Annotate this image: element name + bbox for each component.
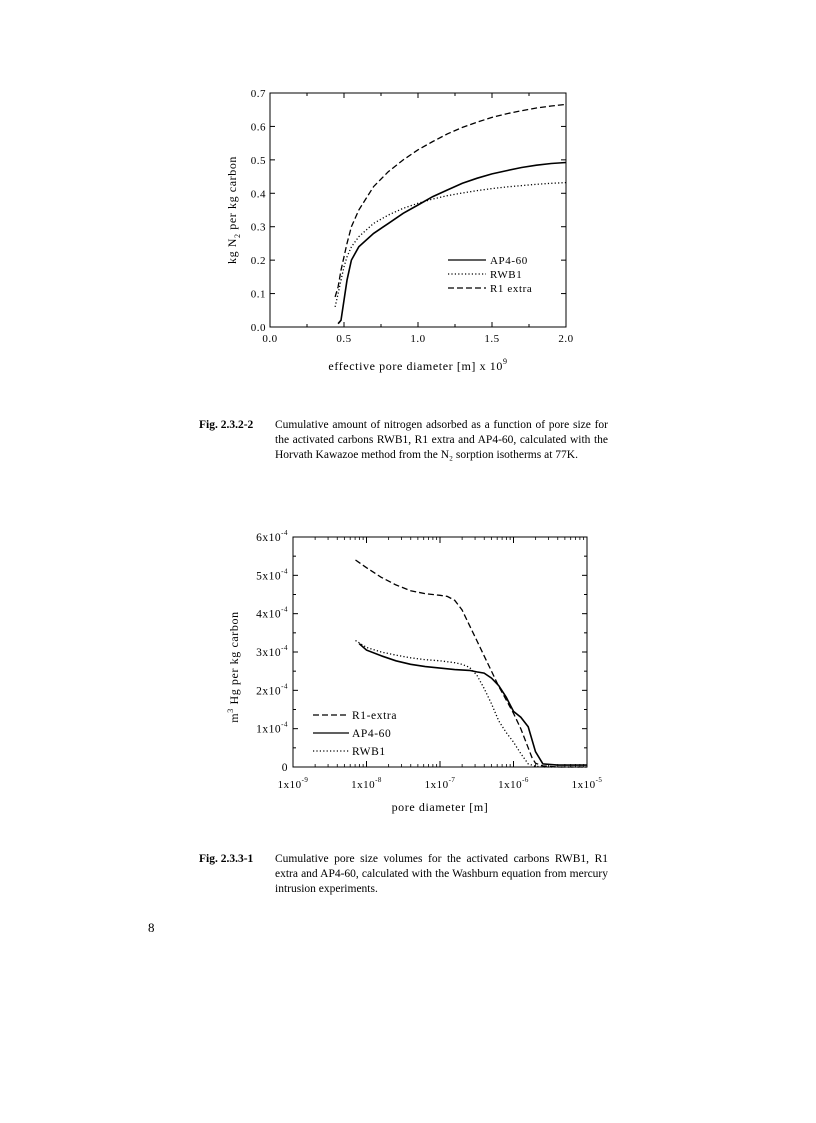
x-tick-label: 0.5 [336,333,352,345]
x-tick-label: $1x10^{-7}$ [424,776,456,791]
y-tick-label: 0.2 [250,255,266,268]
figure-2-caption [199,852,609,902]
figure-2-label: Fig. 2.3.3-1 [199,853,254,865]
figure-2-caption-text: Cumulative pore size volumes for the activated carbons RWB1, R1 extra and AP4-60, calculated with the Washburn equation from mercury intrusion experiments. [275,853,608,895]
y-tick-label: 0.7 [250,88,266,100]
y-axis-label: kg $N_2$ per kg carbon [225,155,242,265]
y-tick-label: 0.6 [250,121,266,134]
y-tick-label: $5x10^{-4}$ [256,567,288,583]
legend-label: RWB1 [490,269,523,281]
figure-1-caption [199,418,609,488]
x-axis-label: pore diameter [m] [391,800,489,814]
y-tick-label: 0.5 [250,154,266,167]
x-axis-label: effective pore diameter [m] x $10^9$ [328,357,508,373]
x-tick-label: 2.0 [558,333,574,345]
legend-label: AP4-60 [352,728,392,740]
figure-1-caption-text: Cumulative amount of nitrogen adsorbed as a function of pore size for the activated carbons RWB1, R1 extra and AP4-60, calculated with the Horvath Kawazoe method from the N₂ sorption isotherms at 77K. [275,419,608,461]
legend-label: AP4-60 [490,255,528,267]
x-tick-label: $1x10^{-8}$ [351,776,382,791]
x-tick-label: 1.5 [484,333,500,345]
y-tick-label: 0 [281,762,288,774]
y-tick-label: 0.4 [250,188,266,201]
y-tick-label: $4x10^{-4}$ [256,605,288,621]
series-line-ap4-60 [359,644,587,766]
x-tick-label: 1.0 [410,333,426,345]
page-number: 8 [148,920,155,935]
y-tick-label: 0.1 [250,288,266,301]
y-axis-label: $m^3$ Hg per kg carbon [226,611,241,723]
legend-label: RWB1 [352,746,386,758]
figure-1-label: Fig. 2.3.2-2 [199,419,254,431]
y-tick-label: 0.3 [250,221,266,234]
y-tick-label: $1x10^{-4}$ [256,720,288,736]
y-tick-label: 0.0 [250,322,266,334]
x-tick-label: $1x10^{-6}$ [498,776,529,791]
y-tick-label: $2x10^{-4}$ [256,682,288,698]
x-tick-label: $1x10^{-9}$ [277,776,309,791]
y-tick-label: $6x10^{-4}$ [256,529,288,544]
y-tick-label: $3x10^{-4}$ [256,644,288,659]
legend-label: R1-extra [352,710,398,722]
x-tick-label: $1x10^{-5}$ [571,776,603,791]
legend-label: R1 extra [490,283,533,295]
x-tick-label: 0.0 [262,333,278,345]
